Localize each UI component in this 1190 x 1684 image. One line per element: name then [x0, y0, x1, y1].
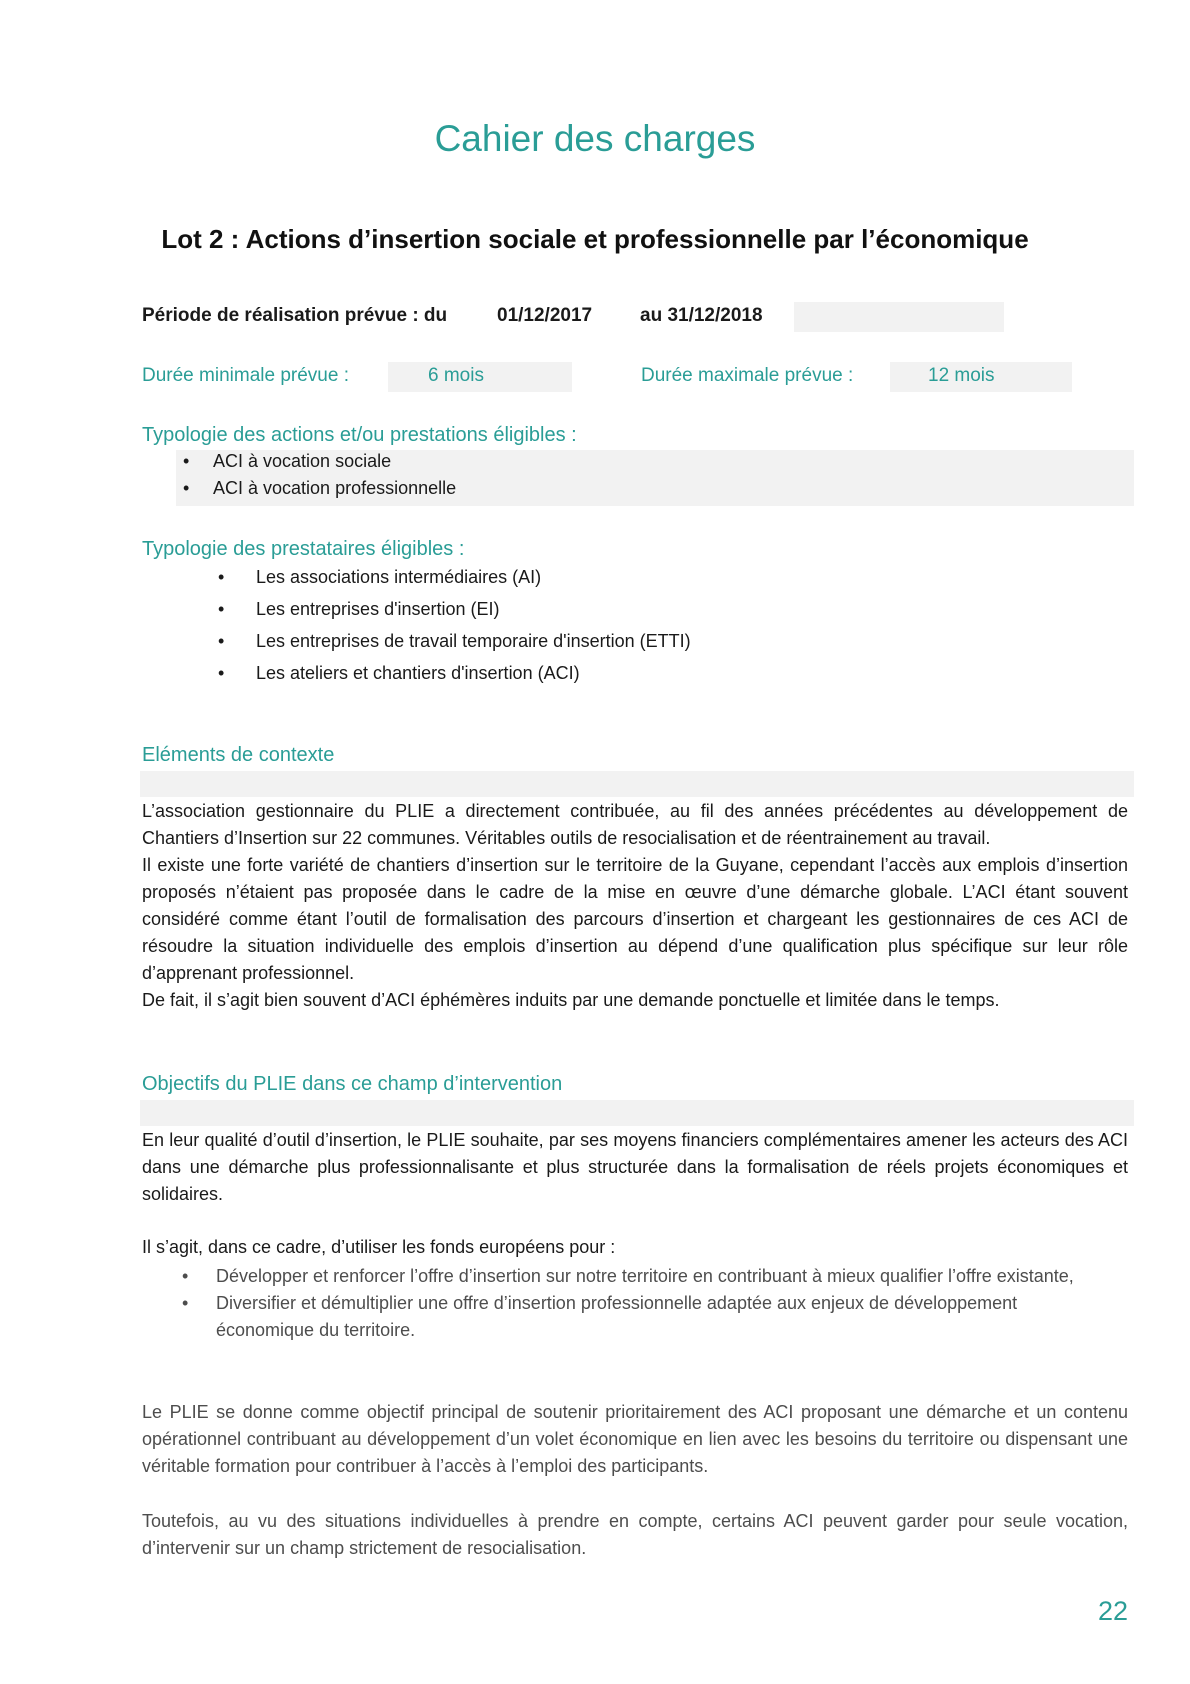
objectifs-shade	[140, 1100, 1134, 1126]
objectifs-lead: Il s’agit, dans ce cadre, d’utiliser les fonds européens pour :	[142, 1237, 616, 1257]
list-item: • Les entreprises d'insertion (EI)	[218, 599, 500, 619]
contexte-shade	[140, 771, 1134, 797]
duree-min-value: 6 mois	[428, 365, 484, 386]
bullet-icon: •	[218, 663, 225, 683]
contexte-paragraph: L’association gestionnaire du PLIE a directement contribuée, au fil des années précédentes au développement de Chantiers d’Insertion sur 22 communes. Véritables outils de resocialisation et de réentrainement au travail.	[142, 801, 1128, 848]
objectifs-intro: En leur qualité d’outil d’insertion, le PLIE souhaite, par ses moyens financiers complémentaires amener les acteurs des ACI dans une démarche plus professionnalisante et plus structurée dans la formalisation de réels projets économiques et solidaires.	[142, 1130, 1128, 1204]
duree-min-label: Durée minimale prévue :	[142, 365, 349, 386]
list-item: • Les ateliers et chantiers d'insertion (ACI)	[218, 663, 580, 683]
bullet-icon: •	[218, 631, 225, 651]
list-item: • ACI à vocation professionnelle	[183, 478, 457, 498]
bullet-icon: •	[183, 451, 190, 471]
typologie-actions-heading: Typologie des actions et/ou prestations éligibles :	[142, 424, 577, 446]
periode-shade	[794, 302, 1004, 332]
list-item: • Les associations intermédiaires (AI)	[218, 567, 542, 587]
contexte-paragraph: De fait, il s’agit bien souvent d’ACI éphémères induits par une demande ponctuelle et limitée dans le temps.	[142, 990, 1000, 1010]
objectifs-list	[182, 1263, 1128, 1344]
duree-max-value: 12 mois	[928, 365, 995, 386]
page-number: 22	[1097, 1596, 1128, 1626]
duree-max-label: Durée maximale prévue :	[641, 365, 854, 386]
bullet-icon: •	[182, 1266, 189, 1286]
contexte-body	[142, 798, 1128, 1014]
bullet-icon: •	[182, 1293, 189, 1313]
bullet-icon: •	[218, 567, 225, 587]
contexte-paragraph: Il existe une forte variété de chantiers d’insertion sur le territoire de la Guyane, cependant l’accès aux emplois d’insertion proposés n’étaient pas proposée dans le cadre de la mise en œuvre d’une démarche globale. L’ACI étant souvent considéré comme étant l’outil de formalisation des parcours d’insertion et chargeant les gestionnaires de ces ACI de résoudre la situation individuelle des emplois d’insertion au dépend d’une qualification plus spécifique sur leur rôle d’apprenant professionnel.	[142, 855, 1128, 983]
list-item: • ACI à vocation sociale	[183, 451, 392, 471]
bullet-icon: •	[218, 599, 225, 619]
list-item: • Les entreprises de travail temporaire d'insertion (ETTI)	[218, 631, 691, 651]
objectif-principal: Le PLIE se donne comme objectif principal de soutenir prioritairement des ACI proposant une démarche et un contenu opérationnel contribuant au développement d’un volet économique en lien avec les besoins du territoire ou dispensant une véritable formation pour contribuer à l’accès à l’emploi des participants.	[142, 1402, 1128, 1476]
typologie-prestataires-heading: Typologie des prestataires éligibles :	[142, 538, 465, 560]
periode-label: Période de réalisation prévue : du	[142, 305, 448, 326]
periode-row	[142, 305, 447, 327]
contexte-heading: Eléments de contexte	[142, 744, 335, 766]
bullet-icon: •	[183, 478, 190, 498]
document-title: Cahier des charges	[434, 118, 756, 159]
typologie-actions-list	[183, 451, 456, 505]
objectifs-heading: Objectifs du PLIE dans ce champ d’intervention	[142, 1073, 563, 1095]
list-item: • Développer et renforcer l’offre d’insertion sur notre territoire en contribuant à mieux qualifier l’offre existante,	[182, 1263, 1128, 1290]
list-item: • Diversifier et démultiplier une offre d’insertion professionnelle adaptée aux enjeux de développement économique du territoire.	[182, 1290, 1036, 1344]
periode-start: 01/12/2017	[497, 305, 593, 326]
periode-end: au 31/12/2018	[640, 305, 763, 326]
toutefois: Toutefois, au vu des situations individuelles à prendre en compte, certains ACI peuvent garder pour seule vocation, d’intervenir sur un champ strictement de resocialisation.	[142, 1511, 1128, 1558]
lot-title: Lot 2 : Actions d’insertion sociale et professionnelle par l’économique	[161, 224, 1029, 254]
typologie-prestataires-list	[218, 567, 691, 695]
